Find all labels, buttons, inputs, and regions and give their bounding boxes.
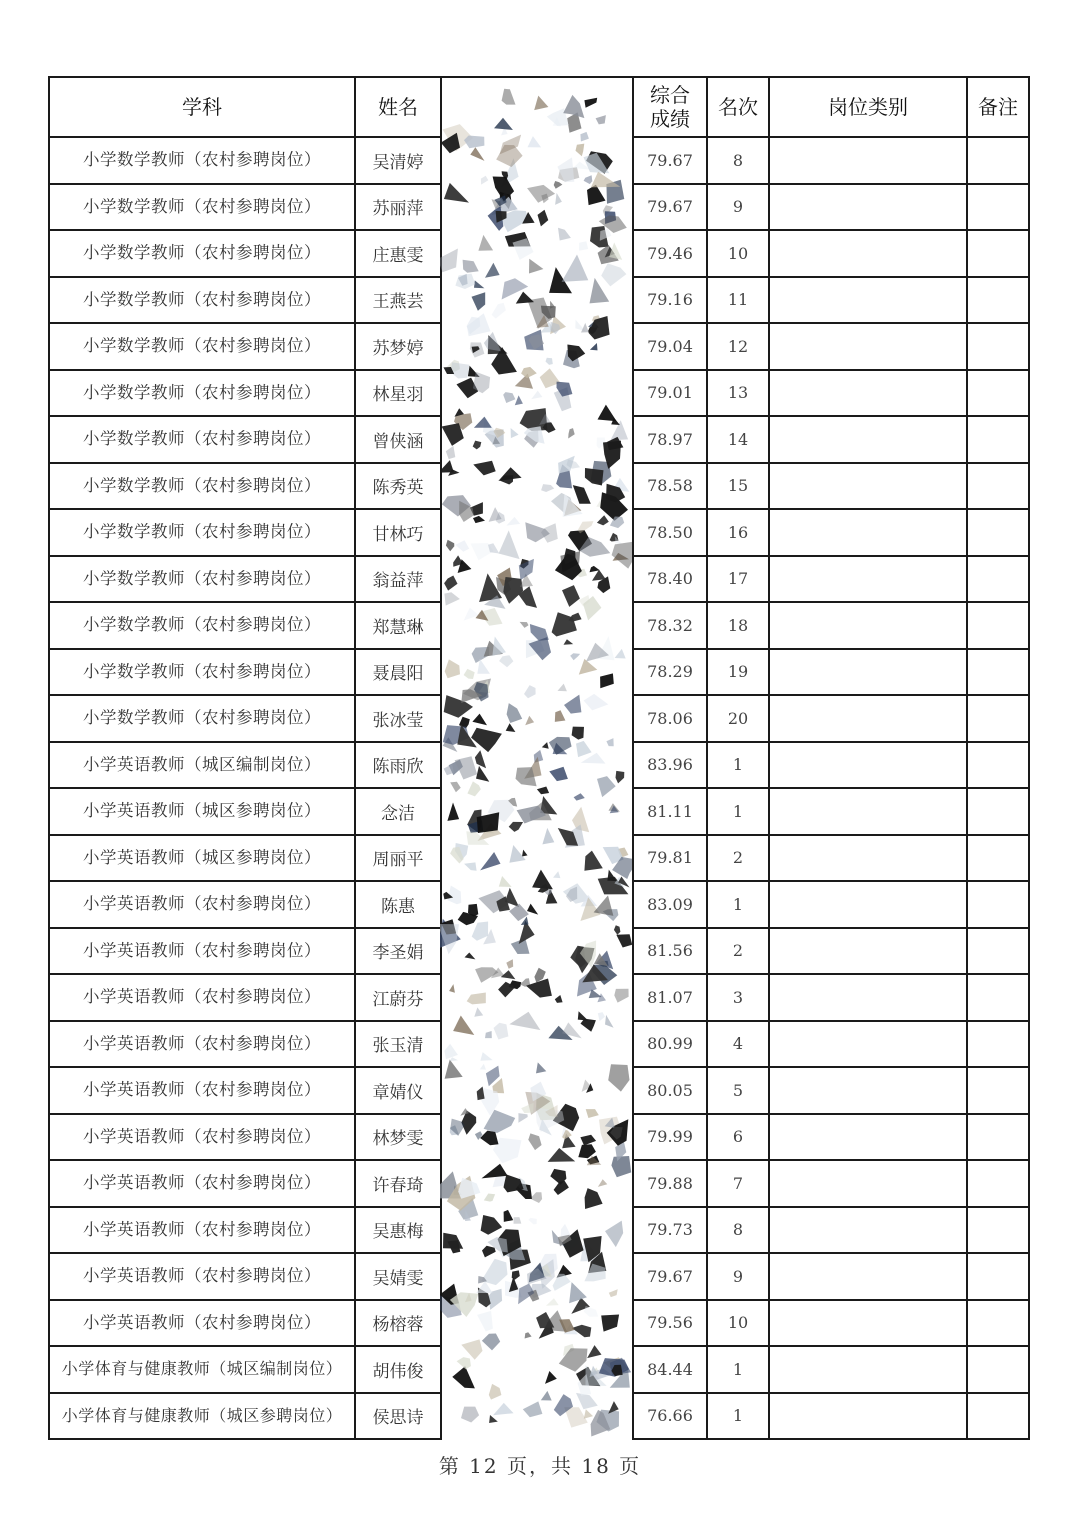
cell-score: 81.56 — [633, 928, 707, 975]
col-header-post-type: 岗位类别 — [769, 77, 967, 137]
cell-rank: 19 — [707, 649, 769, 696]
col-header-remark: 备注 — [967, 77, 1029, 137]
cell-score: 78.50 — [633, 509, 707, 556]
table-row — [49, 463, 1029, 510]
table-row — [49, 556, 1029, 603]
cell-rank: 20 — [707, 695, 769, 742]
cell-subject: 小学数学教师（农村参聘岗位） — [49, 463, 355, 510]
cell-redacted — [441, 1021, 633, 1068]
cell-remark — [967, 1393, 1029, 1440]
cell-name: 王燕芸 — [355, 277, 441, 324]
cell-post-type — [769, 1207, 967, 1254]
table-row — [49, 928, 1029, 975]
cell-name: 章婧仪 — [355, 1067, 441, 1114]
cell-subject: 小学英语教师（农村参聘岗位） — [49, 928, 355, 975]
cell-redacted — [441, 509, 633, 556]
table-row — [49, 1114, 1029, 1161]
table-row — [49, 137, 1029, 184]
col-header-name: 姓名 — [355, 77, 441, 137]
cell-redacted — [441, 137, 633, 184]
table-row — [49, 695, 1029, 742]
cell-name: 张玉清 — [355, 1021, 441, 1068]
cell-subject: 小学英语教师（农村参聘岗位） — [49, 1021, 355, 1068]
cell-name: 侯思诗 — [355, 1393, 441, 1440]
cell-subject: 小学数学教师（农村参聘岗位） — [49, 509, 355, 556]
col-header-redacted — [441, 77, 633, 137]
cell-redacted — [441, 1393, 633, 1440]
cell-redacted — [441, 463, 633, 510]
cell-remark — [967, 788, 1029, 835]
cell-name: 吴惠梅 — [355, 1207, 441, 1254]
cell-name: 林梦雯 — [355, 1114, 441, 1161]
col-header-score-line2: 成绩 — [650, 107, 690, 131]
table-row — [49, 974, 1029, 1021]
cell-post-type — [769, 742, 967, 789]
cell-rank: 1 — [707, 742, 769, 789]
cell-redacted — [441, 742, 633, 789]
cell-redacted — [441, 230, 633, 277]
cell-score: 78.06 — [633, 695, 707, 742]
table-row — [49, 881, 1029, 928]
cell-name: 陈惠 — [355, 881, 441, 928]
cell-subject: 小学英语教师（农村参聘岗位） — [49, 881, 355, 928]
cell-name: 郑慧琳 — [355, 602, 441, 649]
cell-name: 胡伟俊 — [355, 1346, 441, 1393]
cell-redacted — [441, 370, 633, 417]
cell-post-type — [769, 370, 967, 417]
cell-name: 苏梦婷 — [355, 323, 441, 370]
table-row — [49, 602, 1029, 649]
cell-score: 79.01 — [633, 370, 707, 417]
cell-subject: 小学英语教师（农村参聘岗位） — [49, 1114, 355, 1161]
cell-redacted — [441, 556, 633, 603]
cell-score: 79.73 — [633, 1207, 707, 1254]
table-row — [49, 1300, 1029, 1347]
cell-score: 76.66 — [633, 1393, 707, 1440]
cell-score: 81.11 — [633, 788, 707, 835]
cell-subject: 小学英语教师（城区参聘岗位） — [49, 835, 355, 882]
cell-remark — [967, 1067, 1029, 1114]
cell-redacted — [441, 1300, 633, 1347]
cell-score: 84.44 — [633, 1346, 707, 1393]
cell-subject: 小学数学教师（农村参聘岗位） — [49, 649, 355, 696]
cell-name: 许春琦 — [355, 1160, 441, 1207]
cell-rank: 3 — [707, 974, 769, 1021]
cell-rank: 5 — [707, 1067, 769, 1114]
cell-score: 81.07 — [633, 974, 707, 1021]
cell-subject: 小学数学教师（农村参聘岗位） — [49, 695, 355, 742]
cell-name: 陈秀英 — [355, 463, 441, 510]
cell-remark — [967, 1114, 1029, 1161]
cell-score: 79.56 — [633, 1300, 707, 1347]
cell-post-type — [769, 1067, 967, 1114]
cell-subject: 小学英语教师（农村参聘岗位） — [49, 974, 355, 1021]
cell-score: 79.88 — [633, 1160, 707, 1207]
cell-post-type — [769, 509, 967, 556]
cell-redacted — [441, 1253, 633, 1300]
cell-post-type — [769, 1393, 967, 1440]
cell-post-type — [769, 928, 967, 975]
cell-subject: 小学体育与健康教师（城区编制岗位） — [49, 1346, 355, 1393]
results-sheet — [48, 76, 1030, 1440]
cell-score: 80.99 — [633, 1021, 707, 1068]
cell-redacted — [441, 602, 633, 649]
cell-remark — [967, 742, 1029, 789]
cell-rank: 16 — [707, 509, 769, 556]
cell-redacted — [441, 277, 633, 324]
cell-remark — [967, 463, 1029, 510]
cell-rank: 11 — [707, 277, 769, 324]
cell-subject: 小学数学教师（农村参聘岗位） — [49, 137, 355, 184]
cell-subject: 小学体育与健康教师（城区参聘岗位） — [49, 1393, 355, 1440]
table-row — [49, 788, 1029, 835]
cell-rank: 7 — [707, 1160, 769, 1207]
cell-post-type — [769, 788, 967, 835]
cell-redacted — [441, 649, 633, 696]
cell-remark — [967, 184, 1029, 231]
cell-name: 陈雨欣 — [355, 742, 441, 789]
cell-name: 念洁 — [355, 788, 441, 835]
cell-post-type — [769, 1253, 967, 1300]
cell-remark — [967, 556, 1029, 603]
cell-name: 庄惠雯 — [355, 230, 441, 277]
cell-score: 83.09 — [633, 881, 707, 928]
cell-rank: 10 — [707, 1300, 769, 1347]
cell-name: 吴清婷 — [355, 137, 441, 184]
cell-remark — [967, 230, 1029, 277]
table-row — [49, 1160, 1029, 1207]
cell-remark — [967, 277, 1029, 324]
cell-score: 80.05 — [633, 1067, 707, 1114]
cell-remark — [967, 602, 1029, 649]
table-row — [49, 835, 1029, 882]
table-row — [49, 277, 1029, 324]
cell-score: 79.99 — [633, 1114, 707, 1161]
col-header-rank: 名次 — [707, 77, 769, 137]
cell-redacted — [441, 695, 633, 742]
cell-remark — [967, 1207, 1029, 1254]
cell-post-type — [769, 695, 967, 742]
cell-rank: 8 — [707, 137, 769, 184]
cell-score: 79.67 — [633, 1253, 707, 1300]
table-row — [49, 416, 1029, 463]
cell-subject: 小学数学教师（农村参聘岗位） — [49, 602, 355, 649]
cell-post-type — [769, 137, 967, 184]
cell-subject: 小学数学教师（农村参聘岗位） — [49, 230, 355, 277]
cell-remark — [967, 974, 1029, 1021]
cell-rank: 8 — [707, 1207, 769, 1254]
cell-subject: 小学英语教师（农村参聘岗位） — [49, 1207, 355, 1254]
cell-post-type — [769, 184, 967, 231]
cell-subject: 小学英语教师（农村参聘岗位） — [49, 1067, 355, 1114]
cell-post-type — [769, 230, 967, 277]
cell-rank: 14 — [707, 416, 769, 463]
cell-name: 李圣娟 — [355, 928, 441, 975]
cell-redacted — [441, 974, 633, 1021]
cell-remark — [967, 881, 1029, 928]
cell-subject: 小学英语教师（农村参聘岗位） — [49, 1253, 355, 1300]
cell-name: 林星羽 — [355, 370, 441, 417]
cell-subject: 小学英语教师（城区参聘岗位） — [49, 788, 355, 835]
table-row — [49, 1346, 1029, 1393]
cell-score: 79.81 — [633, 835, 707, 882]
cell-subject: 小学数学教师（农村参聘岗位） — [49, 416, 355, 463]
cell-redacted — [441, 1160, 633, 1207]
cell-post-type — [769, 463, 967, 510]
cell-remark — [967, 1160, 1029, 1207]
cell-post-type — [769, 835, 967, 882]
cell-remark — [967, 1300, 1029, 1347]
cell-name: 吴婧雯 — [355, 1253, 441, 1300]
cell-post-type — [769, 556, 967, 603]
cell-post-type — [769, 416, 967, 463]
cell-redacted — [441, 1207, 633, 1254]
table-row — [49, 649, 1029, 696]
cell-name: 周丽平 — [355, 835, 441, 882]
col-header-score — [633, 77, 707, 137]
table-row — [49, 230, 1029, 277]
cell-remark — [967, 835, 1029, 882]
cell-score: 78.97 — [633, 416, 707, 463]
table-row — [49, 370, 1029, 417]
cell-score: 79.16 — [633, 277, 707, 324]
cell-subject: 小学数学教师（农村参聘岗位） — [49, 556, 355, 603]
cell-post-type — [769, 974, 967, 1021]
cell-remark — [967, 1346, 1029, 1393]
cell-post-type — [769, 277, 967, 324]
table-row — [49, 1067, 1029, 1114]
cell-post-type — [769, 1346, 967, 1393]
table-row — [49, 323, 1029, 370]
cell-rank: 1 — [707, 788, 769, 835]
cell-remark — [967, 1253, 1029, 1300]
cell-rank: 6 — [707, 1114, 769, 1161]
cell-subject: 小学数学教师（农村参聘岗位） — [49, 370, 355, 417]
cell-rank: 1 — [707, 1393, 769, 1440]
cell-name: 翁益萍 — [355, 556, 441, 603]
col-header-subject: 学科 — [49, 77, 355, 137]
cell-score: 79.04 — [633, 323, 707, 370]
cell-rank: 9 — [707, 184, 769, 231]
cell-post-type — [769, 1114, 967, 1161]
cell-rank: 4 — [707, 1021, 769, 1068]
cell-name: 江蔚芬 — [355, 974, 441, 1021]
cell-score: 79.67 — [633, 184, 707, 231]
cell-rank: 15 — [707, 463, 769, 510]
cell-rank: 18 — [707, 602, 769, 649]
cell-score: 78.40 — [633, 556, 707, 603]
cell-subject: 小学英语教师（农村参聘岗位） — [49, 1300, 355, 1347]
cell-rank: 13 — [707, 370, 769, 417]
cell-name: 聂晨阳 — [355, 649, 441, 696]
cell-subject: 小学数学教师（农村参聘岗位） — [49, 323, 355, 370]
cell-score: 78.58 — [633, 463, 707, 510]
cell-score: 78.29 — [633, 649, 707, 696]
cell-rank: 17 — [707, 556, 769, 603]
cell-rank: 2 — [707, 928, 769, 975]
cell-name: 杨榕蓉 — [355, 1300, 441, 1347]
cell-redacted — [441, 835, 633, 882]
cell-remark — [967, 509, 1029, 556]
cell-redacted — [441, 1346, 633, 1393]
cell-post-type — [769, 323, 967, 370]
cell-name: 甘林巧 — [355, 509, 441, 556]
page-footer: 第 12 页，共 18 页 — [438, 1454, 642, 1478]
cell-subject: 小学数学教师（农村参聘岗位） — [49, 277, 355, 324]
cell-score: 79.46 — [633, 230, 707, 277]
table-row — [49, 1253, 1029, 1300]
cell-redacted — [441, 184, 633, 231]
cell-subject: 小学英语教师（农村参聘岗位） — [49, 1160, 355, 1207]
table-row — [49, 742, 1029, 789]
cell-redacted — [441, 1114, 633, 1161]
cell-subject: 小学英语教师（城区编制岗位） — [49, 742, 355, 789]
cell-rank: 1 — [707, 1346, 769, 1393]
cell-post-type — [769, 1021, 967, 1068]
cell-rank: 12 — [707, 323, 769, 370]
cell-name: 张冰莹 — [355, 695, 441, 742]
cell-subject: 小学数学教师（农村参聘岗位） — [49, 184, 355, 231]
table-row — [49, 1021, 1029, 1068]
table-row — [49, 1207, 1029, 1254]
cell-post-type — [769, 602, 967, 649]
table-row — [49, 1393, 1029, 1440]
table-row — [49, 509, 1029, 556]
cell-post-type — [769, 649, 967, 696]
table-row — [49, 184, 1029, 231]
cell-name: 曾侠涵 — [355, 416, 441, 463]
cell-redacted — [441, 416, 633, 463]
cell-remark — [967, 1021, 1029, 1068]
cell-remark — [967, 137, 1029, 184]
cell-redacted — [441, 323, 633, 370]
cell-remark — [967, 323, 1029, 370]
cell-redacted — [441, 928, 633, 975]
cell-remark — [967, 695, 1029, 742]
cell-redacted — [441, 881, 633, 928]
cell-post-type — [769, 1160, 967, 1207]
cell-score: 78.32 — [633, 602, 707, 649]
table-header-row — [49, 77, 1029, 137]
cell-rank: 2 — [707, 835, 769, 882]
cell-remark — [967, 649, 1029, 696]
cell-rank: 1 — [707, 881, 769, 928]
cell-remark — [967, 928, 1029, 975]
cell-post-type — [769, 881, 967, 928]
cell-name: 苏丽萍 — [355, 184, 441, 231]
cell-remark — [967, 370, 1029, 417]
cell-remark — [967, 416, 1029, 463]
results-table — [48, 76, 1030, 1440]
cell-score: 83.96 — [633, 742, 707, 789]
cell-redacted — [441, 788, 633, 835]
col-header-score-line1: 综合 — [650, 83, 690, 107]
cell-score: 79.67 — [633, 137, 707, 184]
cell-rank: 10 — [707, 230, 769, 277]
cell-post-type — [769, 1300, 967, 1347]
cell-redacted — [441, 1067, 633, 1114]
cell-rank: 9 — [707, 1253, 769, 1300]
